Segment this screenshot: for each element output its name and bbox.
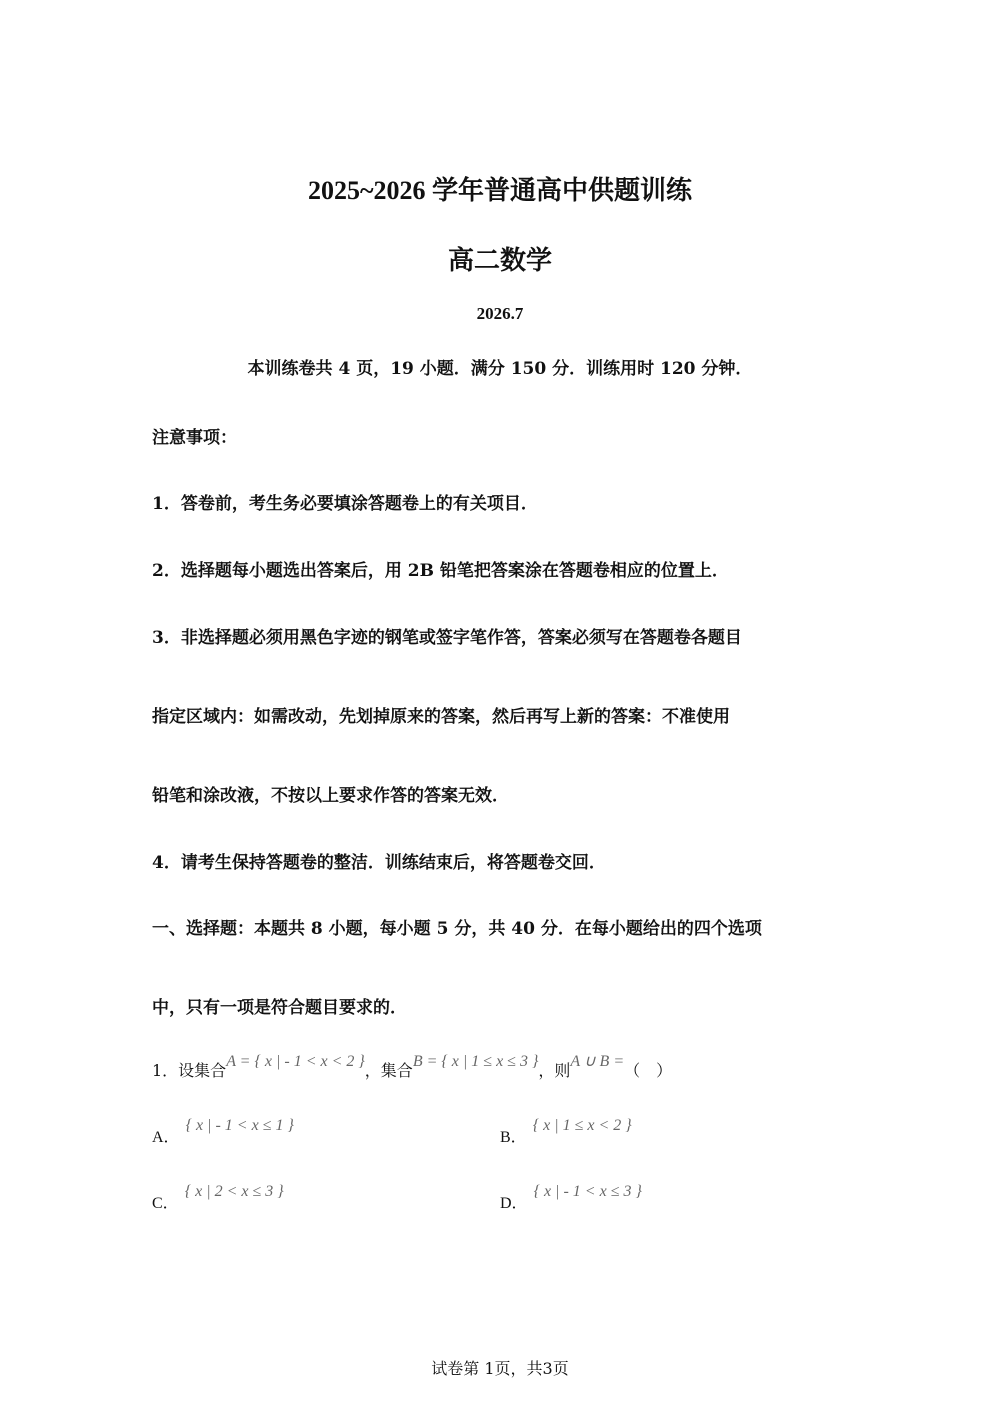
section1-line-2: 中，只有一项是符合题目要求的． (152, 998, 407, 1018)
option-c[interactable] (152, 1183, 284, 1213)
option-d[interactable] (500, 1183, 642, 1213)
option-d-label: D． (500, 1195, 528, 1212)
exam-date: 2026.7 (476, 304, 524, 323)
question-1-prefix: 1．设集合 (152, 1061, 227, 1080)
option-b-value: { x | 1 ≤ x < 2 } (532, 1117, 632, 1134)
notice-heading: 注意事项： (152, 428, 237, 448)
option-a[interactable] (152, 1117, 294, 1147)
notice-line-2: 2．选择题每小题选出答案后，用 2B 铅笔把答案涂在答题卷相应的位置上． (152, 561, 729, 581)
notice-line-3: 3．非选择题必须用黑色字迹的钢笔或签字笔作答，答案必须写在答题卷各题目 (152, 628, 742, 648)
exam-title: 2025~2026 学年普通高中供题训练 (307, 176, 693, 205)
notice-line-5: 铅笔和涂改液，不按以上要求作答的答案无效． (152, 786, 509, 806)
exam-intro: 本训练卷共 4 页，19 小题．满分 150 分．训练用时 120 分钟． (247, 359, 753, 379)
option-c-value: { x | 2 < x ≤ 3 } (184, 1183, 284, 1200)
union-formula: A ∪ B = (570, 1053, 625, 1070)
notice-line-1: 1．答卷前，考生务必要填涂答题卷上的有关项目． (152, 494, 538, 514)
notice-line-4: 指定区域内：如需改动，先划掉原来的答案，然后再写上新的答案：不准使用 (152, 707, 730, 727)
option-b[interactable] (500, 1117, 632, 1147)
option-d-value: { x | - 1 < x ≤ 3 } (533, 1183, 642, 1200)
question-1-mid: ，集合 (364, 1061, 413, 1080)
option-b-label: B． (500, 1129, 527, 1146)
page-footer: 试卷第 1页，共3页 (431, 1359, 569, 1378)
question-1-then: ，则 (538, 1061, 571, 1080)
notice-line-6: 4．请考生保持答题卷的整洁．训练结束后，将答题卷交回． (152, 853, 606, 873)
question-1 (152, 1053, 673, 1081)
section1-line-1: 一、选择题：本题共 8 小题，每小题 5 分，共 40 分．在每小题给出的四个选项 (152, 919, 762, 939)
set-a-formula: A = { x | - 1 < x < 2 } (226, 1053, 365, 1070)
option-a-value: { x | - 1 < x ≤ 1 } (185, 1117, 294, 1134)
answer-paren: （ ） (624, 1061, 673, 1080)
option-a-label: A． (152, 1129, 180, 1146)
subject-title: 高二数学 (447, 246, 552, 276)
set-b-formula: B = { x | 1 ≤ x ≤ 3 } (412, 1053, 539, 1070)
option-c-label: C． (152, 1195, 179, 1212)
